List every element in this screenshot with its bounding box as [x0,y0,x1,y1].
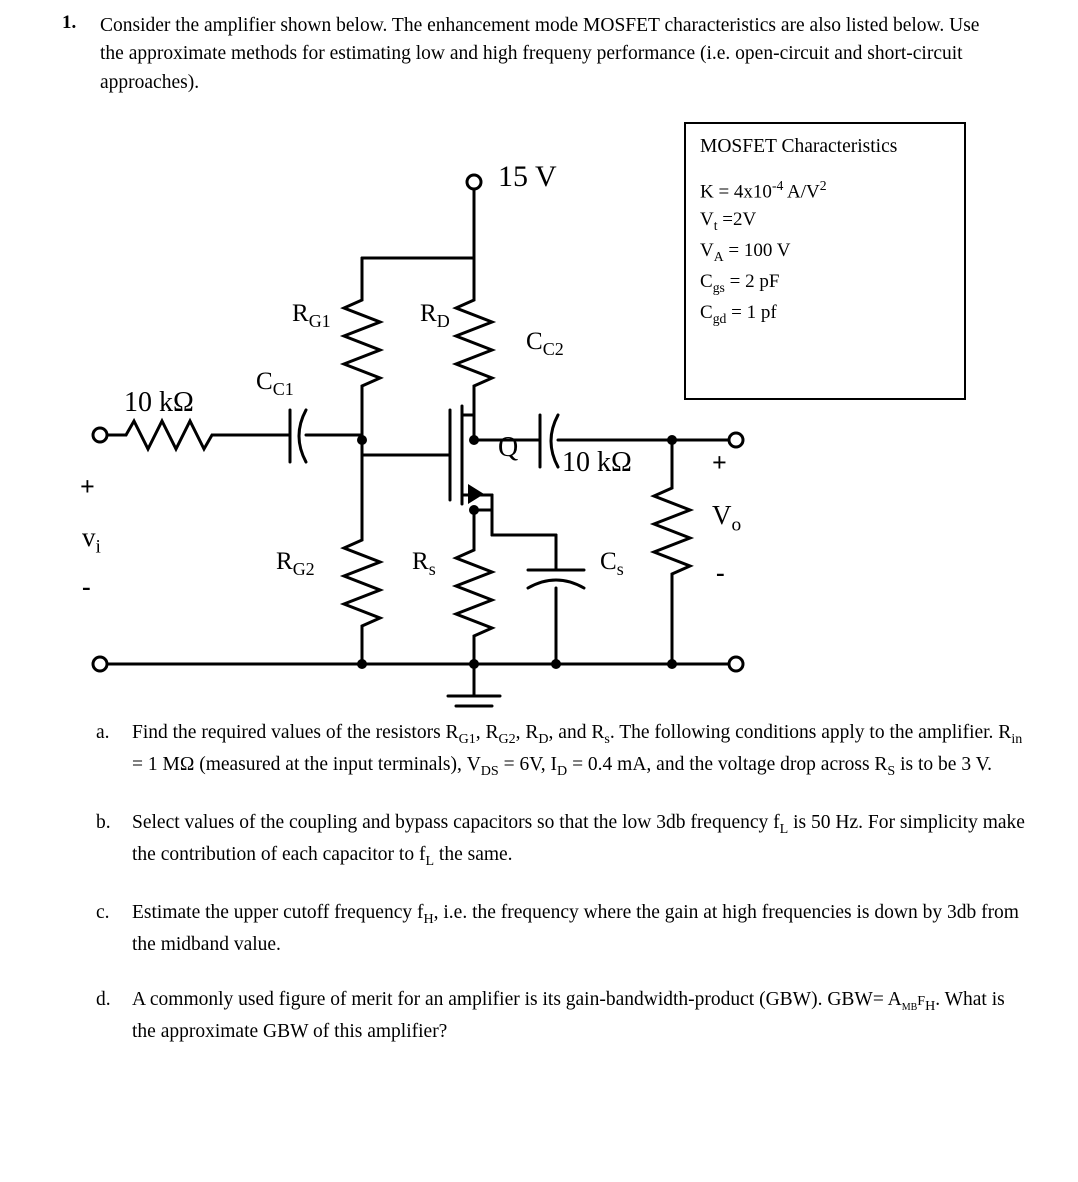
label-output-minus: - [716,558,725,587]
cgd-label: C [700,301,713,323]
cgs-value: = 2 pF [724,270,780,292]
resistor-rg2-symbol [344,528,380,638]
label-rd: $R_D$ [420,300,450,331]
label-input-minus: - [82,572,91,601]
vt-subscript: t [713,218,718,234]
k-unit-exponent: 2 [819,178,827,193]
node-rail-rg2 [357,659,367,669]
subquestion-list [96,718,1026,1072]
label-output-plus: + [712,448,727,477]
label-rg2: $R_{G2}$ [276,548,315,579]
subquestion-d-marker: d. [96,989,111,1011]
label-cc1: $C_{C1}$ [256,368,294,399]
input-terminal-bottom-node [93,657,107,671]
input-terminal-top-node [93,428,107,442]
subquestion-a-marker: a. [96,722,110,743]
mosfet-box-title: MOSFET Characteristics [700,136,898,157]
cgs-label: C [700,270,713,292]
k-label: K = 4x10 [700,181,772,203]
circuit-diagram [0,110,1078,710]
label-cc2: $C_{C2}$ [526,328,564,359]
k-unit: A/V [783,181,820,203]
vt-value: =2V [717,209,757,231]
problem-statement [62,12,1002,97]
label-transistor-q: Q [498,432,519,463]
subquestion-c-text: Estimate the upper cutoff frequency $f_H$, i.e. the frequency where the gain at high frequencies is down by 3db from the midband value. [132,901,1019,955]
subquestion-a [96,718,1026,782]
subquestion-c [96,898,1026,959]
label-input-voltage: $v_i$ [82,522,101,558]
resistor-rd-symbol [456,288,492,400]
problem-text: Consider the amplifier shown below. The enhancement mode MOSFET characteristics are also listed below. Use the approximate methods for estimating low and high frequeny performance (i.e. open-circuit and short-circuit approaches). [100,15,980,93]
label-input-plus: + [80,472,95,501]
cgd-subscript: gd [712,310,727,326]
resistor-rs-symbol [456,540,492,646]
subquestion-b [96,808,1026,872]
output-terminal-top-node [729,433,743,447]
label-load-resistance: 10 kΩ [562,447,632,478]
subquestion-d [96,985,1026,1046]
va-subscript: A [713,248,724,264]
label-supply-voltage: 15 V [498,160,557,193]
cgd-value: = 1 pf [726,301,777,323]
subquestion-d-text: A commonly used figure of merit for an amplifier is its gain-bandwidth-product (GBW). $GBW= A_{mb}f_H$. What is the approximate GBW of this amplifier? [132,989,1005,1042]
va-label: V [700,240,714,262]
node-rail-cs [551,659,561,669]
problem-number: 1. [62,12,77,33]
supply-terminal-node [467,175,481,189]
label-source-resistance: 10 kΩ [124,387,194,418]
vt-label: V [700,209,714,231]
resistor-load-10k-symbol [654,478,690,584]
label-cs: $C_s$ [600,548,624,579]
node-source [469,505,479,515]
subquestion-c-marker: c. [96,901,110,923]
node-rail-load [667,659,677,669]
output-terminal-bottom-node [729,657,743,671]
cgs-subscript: gs [712,279,725,295]
label-rs: $R_s$ [412,548,436,579]
mosfet-source-arrow [468,484,484,504]
resistor-rg1-symbol [344,288,380,400]
subquestion-a-text: Find the required values of the resistors $R_{G1}$, $R_{G2}$, $R_D$, and $R_s$. The following conditions apply to the amplifier. $R_{in} = 1$ MΩ (measured at the input terminals), $V_{DS} = 6V$, $I_D = 0.4$ mA, and the voltage drop across $R_S$ is to be 3 V. [132,722,1023,779]
label-output-voltage: $V_o$ [712,500,742,536]
resistor-source-10k-symbol [126,421,274,449]
va-value: = 100 V [723,240,791,262]
label-rg1: $R_{G1}$ [292,300,331,331]
subquestion-b-marker: b. [96,811,111,833]
k-exponent: -4 [771,178,784,193]
subquestion-b-text: Select values of the coupling and bypass capacitors so that the low 3db frequency $f_L$ is 50 Hz. For simplicity make the contribution of each capacitor to $f_L$ the same. [132,811,1025,869]
